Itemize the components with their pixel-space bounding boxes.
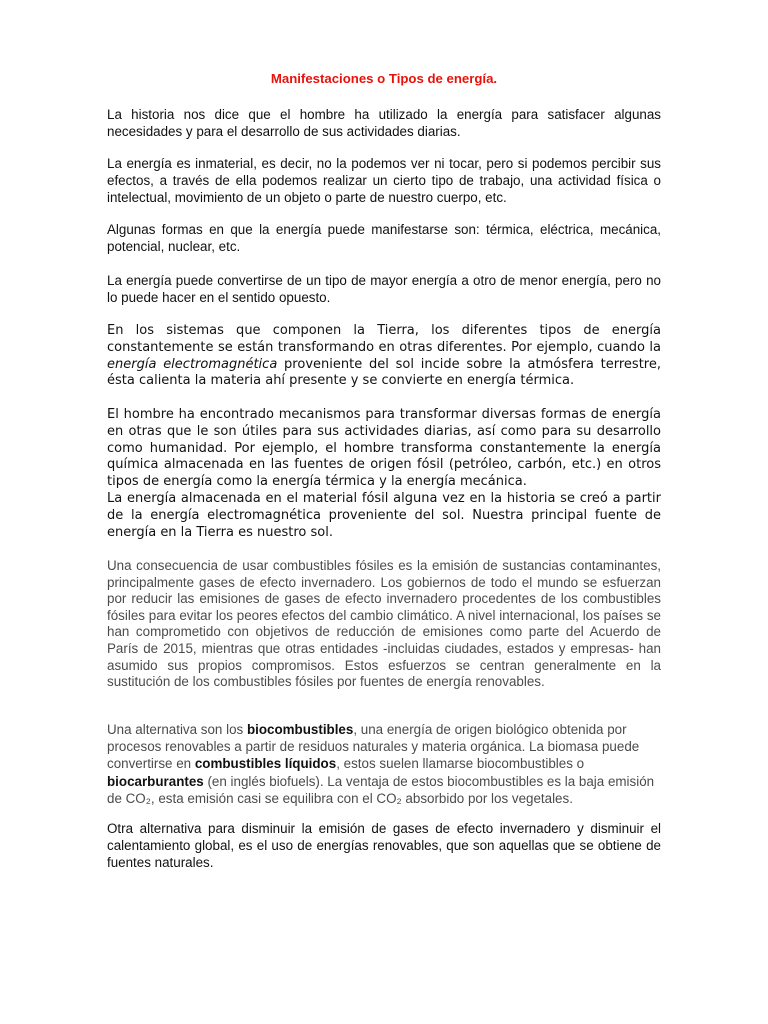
biofuels-text-4: (en inglés biofuels). La ventaja de estos biocombustibles es la baja emisión de CO₂, esta emisión casi se equilibra con el CO₂ absorbido por los vegetales. [107, 773, 655, 806]
paragraph-mechanisms [107, 407, 661, 541]
paragraph-earth-systems [107, 323, 661, 390]
paragraph-biofuels [107, 721, 667, 807]
mechanisms-text: El hombre ha encontrado mecanismos para transformar diversas formas de energía en otras que le son útiles para sus actividades diarias, así como para su desarrollo como humanidad. Por ejemplo, el hombre transforma constantemente la energía química almacenada en las fuentes de origen fósil (petróleo, carbón, etc.) en otros tipos de energía como la energía térmica y la energía mecánica. [107, 407, 661, 490]
paragraph-renewables: Otra alternativa para disminuir la emisión de gases de efecto invernadero y disminuir el calentamiento global, es el uso de energías renovables, que son aquellas que se obtiene de fuentes naturales. [107, 821, 661, 870]
biofuels-text-1: Una alternativa son los [107, 722, 247, 737]
paragraph-forms: Algunas formas en que la energía puede manifestarse son: térmica, eléctrica, mecánica, potencial, nuclear, etc. [107, 222, 661, 254]
document-title: Manifestaciones o Tipos de energía. [270, 71, 498, 86]
paragraph-history: La historia nos dice que el hombre ha utilizado la energía para satisfacer algunas necesidades y para el desarrollo de sus actividades diarias. [107, 107, 661, 139]
paragraph-immaterial: La energía es inmaterial, es decir, no la podemos ver ni tocar, pero si podemos percibir sus efectos, a través de ella podemos realizar un cierto tipo de trabajo, una actividad física o intelectual, movimiento de un objeto o parte de nuestro cuerpo, etc. [107, 156, 661, 205]
biofuels-text-2: , una energía de origen biológico obtenida por procesos renovables a partir de residuos naturales y materia orgánica. La biomasa puede convertirse en [107, 722, 640, 772]
biocarburants-term: biocarburantes [107, 773, 204, 789]
earth-systems-text-start: En los sistemas que componen la Tierra, los diferentes tipos de energía constantemente se están transformando en otras diferentes. Por ejemplo, cuando la [107, 323, 661, 355]
biofuels-term: biocombustibles [246, 722, 354, 737]
liquid-fuels-term: combustibles líquidos [194, 756, 337, 772]
paragraph-conversion: La energía puede convertirse de un tipo de mayor energía a otro de menor energía, pero no lo puede hacer en el sentido opuesto. [107, 273, 661, 305]
paragraph-fossil-consequences: Una consecuencia de usar combustibles fósiles es la emisión de sustancias contaminantes, principalmente gases de efecto invernadero. Los gobiernos de todo el mundo se esfuerzan por reducir las emisiones de gases de efecto invernadero procedentes de los combustibles fósiles para evitar los peores efectos del cambio climático. A nivel internacional, los países se han comprometido con objetivos de reducción de emisiones como parte del Acuerdo de París de 2015, mientras que otras entidades -incluidas ciudades, estados y empresas- han asumido sus propios compromisos. Estos esfuerzos se centran generalmente en la sustitución de los combustibles fósiles por fuentes de energía renovables. [107, 558, 661, 690]
biofuels-text-3: , estos suelen llamarse biocombustibles o [336, 756, 585, 772]
fossil-origin-text: La energía almacenada en el material fósil alguna vez en la historia se creó a partir de la energía electromagnética proveniente del sol. Nuestra principal fuente de energía en la Tierra es nuestro sol. [107, 490, 661, 540]
earth-systems-text-end: proveniente del sol incide sobre la atmósfera terrestre, ésta calienta la materia ahí presente y se convierte en energía térmica. [107, 356, 661, 389]
electromagnetic-energy-term: energía electromagnética [107, 356, 278, 372]
